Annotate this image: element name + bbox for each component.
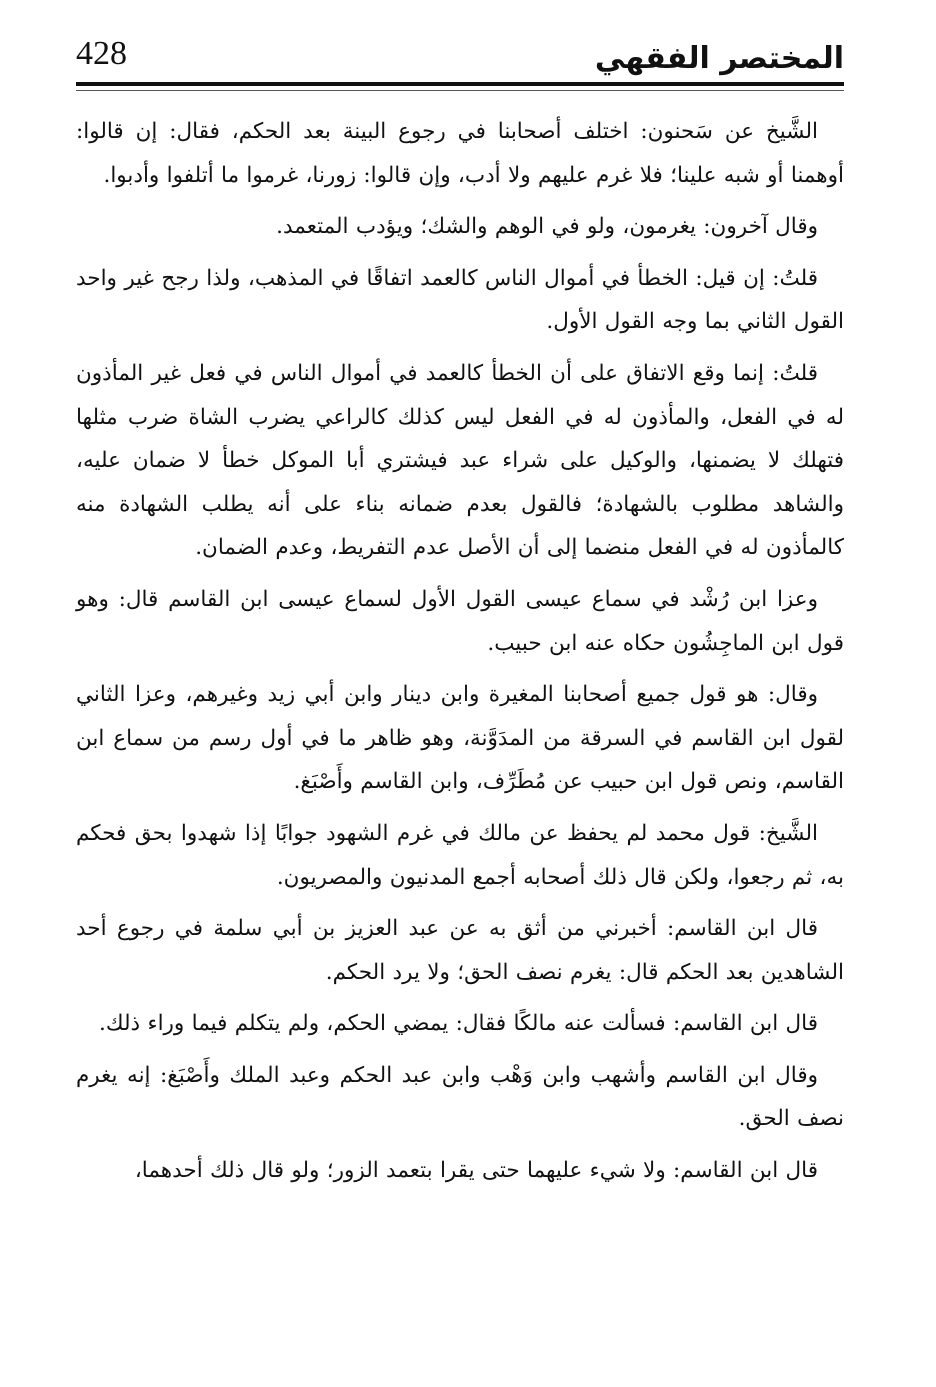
page-header — [76, 28, 844, 98]
paragraph: قلتُ: إنما وقع الاتفاق على أن الخطأ كالعمد في أموال الناس في فعل غير المأذون له في الفعل، والمأذون له في الفعل ليس كذلك كالراعي يضرب الشاة ضرب مثلها فتهلك لا يضمنها، والوكيل على شراء عبد فيشتري أبا الموكل خطأ لا ضمان عليه، والشاهد مطلوب بالشهادة؛ فالقول بعدم ضمانه بناء على أنه يطلب الشهادة منه كالمأذون له في الفعل منضما إلى أن الأصل عدم التفريط، وعدم الضمان. — [76, 360, 844, 561]
page-body — [76, 110, 844, 1347]
header-rule-thin — [76, 90, 844, 91]
paragraph: وعزا ابن رُشْد في سماع عيسى القول الأول لسماع عيسى ابن القاسم قال: وهو قول ابن الماجِشُون حكاه عنه ابن حبيب. — [76, 586, 844, 656]
paragraph: وقال: هو قول جميع أصحابنا المغيرة وابن دينار وابن أبي زيد وغيرهم، وعزا الثاني لقول ابن القاسم في السرقة من المدَوَّنة، وهو ظاهر ما في أول رسم من سماع ابن القاسم، ونص قول ابن حبيب عن مُطَرِّف، وابن القاسم وأَصْبَغ. — [76, 682, 844, 795]
header-rule-thick — [76, 82, 844, 86]
paragraph: قال ابن القاسم: فسألت عنه مالكًا فقال: يمضي الحكم، ولم يتكلم فيما وراء ذلك. — [99, 1011, 818, 1037]
paragraph: قال ابن القاسم: أخبرني من أثق به عن عبد العزيز بن أبي سلمة في رجوع أحد الشاهدين بعد الحكم قال: يغرم نصف الحق؛ ولا يرد الحكم. — [76, 916, 844, 985]
paragraph: الشَّيخ عن سَحنون: اختلف أصحابنا في رجوع البينة بعد الحكم، فقال: إن قالوا: أوهمنا أو شبه علينا؛ فلا غرم عليهم ولا أدب، وإن قالوا: زورنا، غرموا ما أتلفوا وأدبوا. — [76, 119, 844, 188]
paragraph: وقال آخرون: يغرمون، ولو في الوهم والشك؛ ويؤدب المتعمد. — [276, 214, 818, 240]
paragraph: قال ابن القاسم: ولا شيء عليهما حتى يقرا بتعمد الزور؛ ولو قال ذلك أحدهما، — [134, 1158, 818, 1184]
paragraph: قلتُ: إن قيل: الخطأ في أموال الناس كالعمد اتفاقًا في المذهب، ولذا رجح غير واحد القول الثاني بما وجه القول الأول. — [76, 265, 844, 335]
page-number: 428 — [76, 35, 127, 72]
book-title: المختصر الفقهي — [594, 41, 844, 76]
paragraph: وقال ابن القاسم وأشهب وابن وَهْب وابن عبد الحكم وعبد الملك وأَصْبَغ: إنه يغرم نصف الحق. — [76, 1062, 844, 1132]
paragraph: الشَّيخ: قول محمد لم يحفظ عن مالك في غرم الشهود جوابًا إذا شهدوا بحق فحكم به، ثم رجعوا، ولكن قال ذلك أصحابه أجمع المدنيون والمصريون. — [76, 820, 844, 890]
